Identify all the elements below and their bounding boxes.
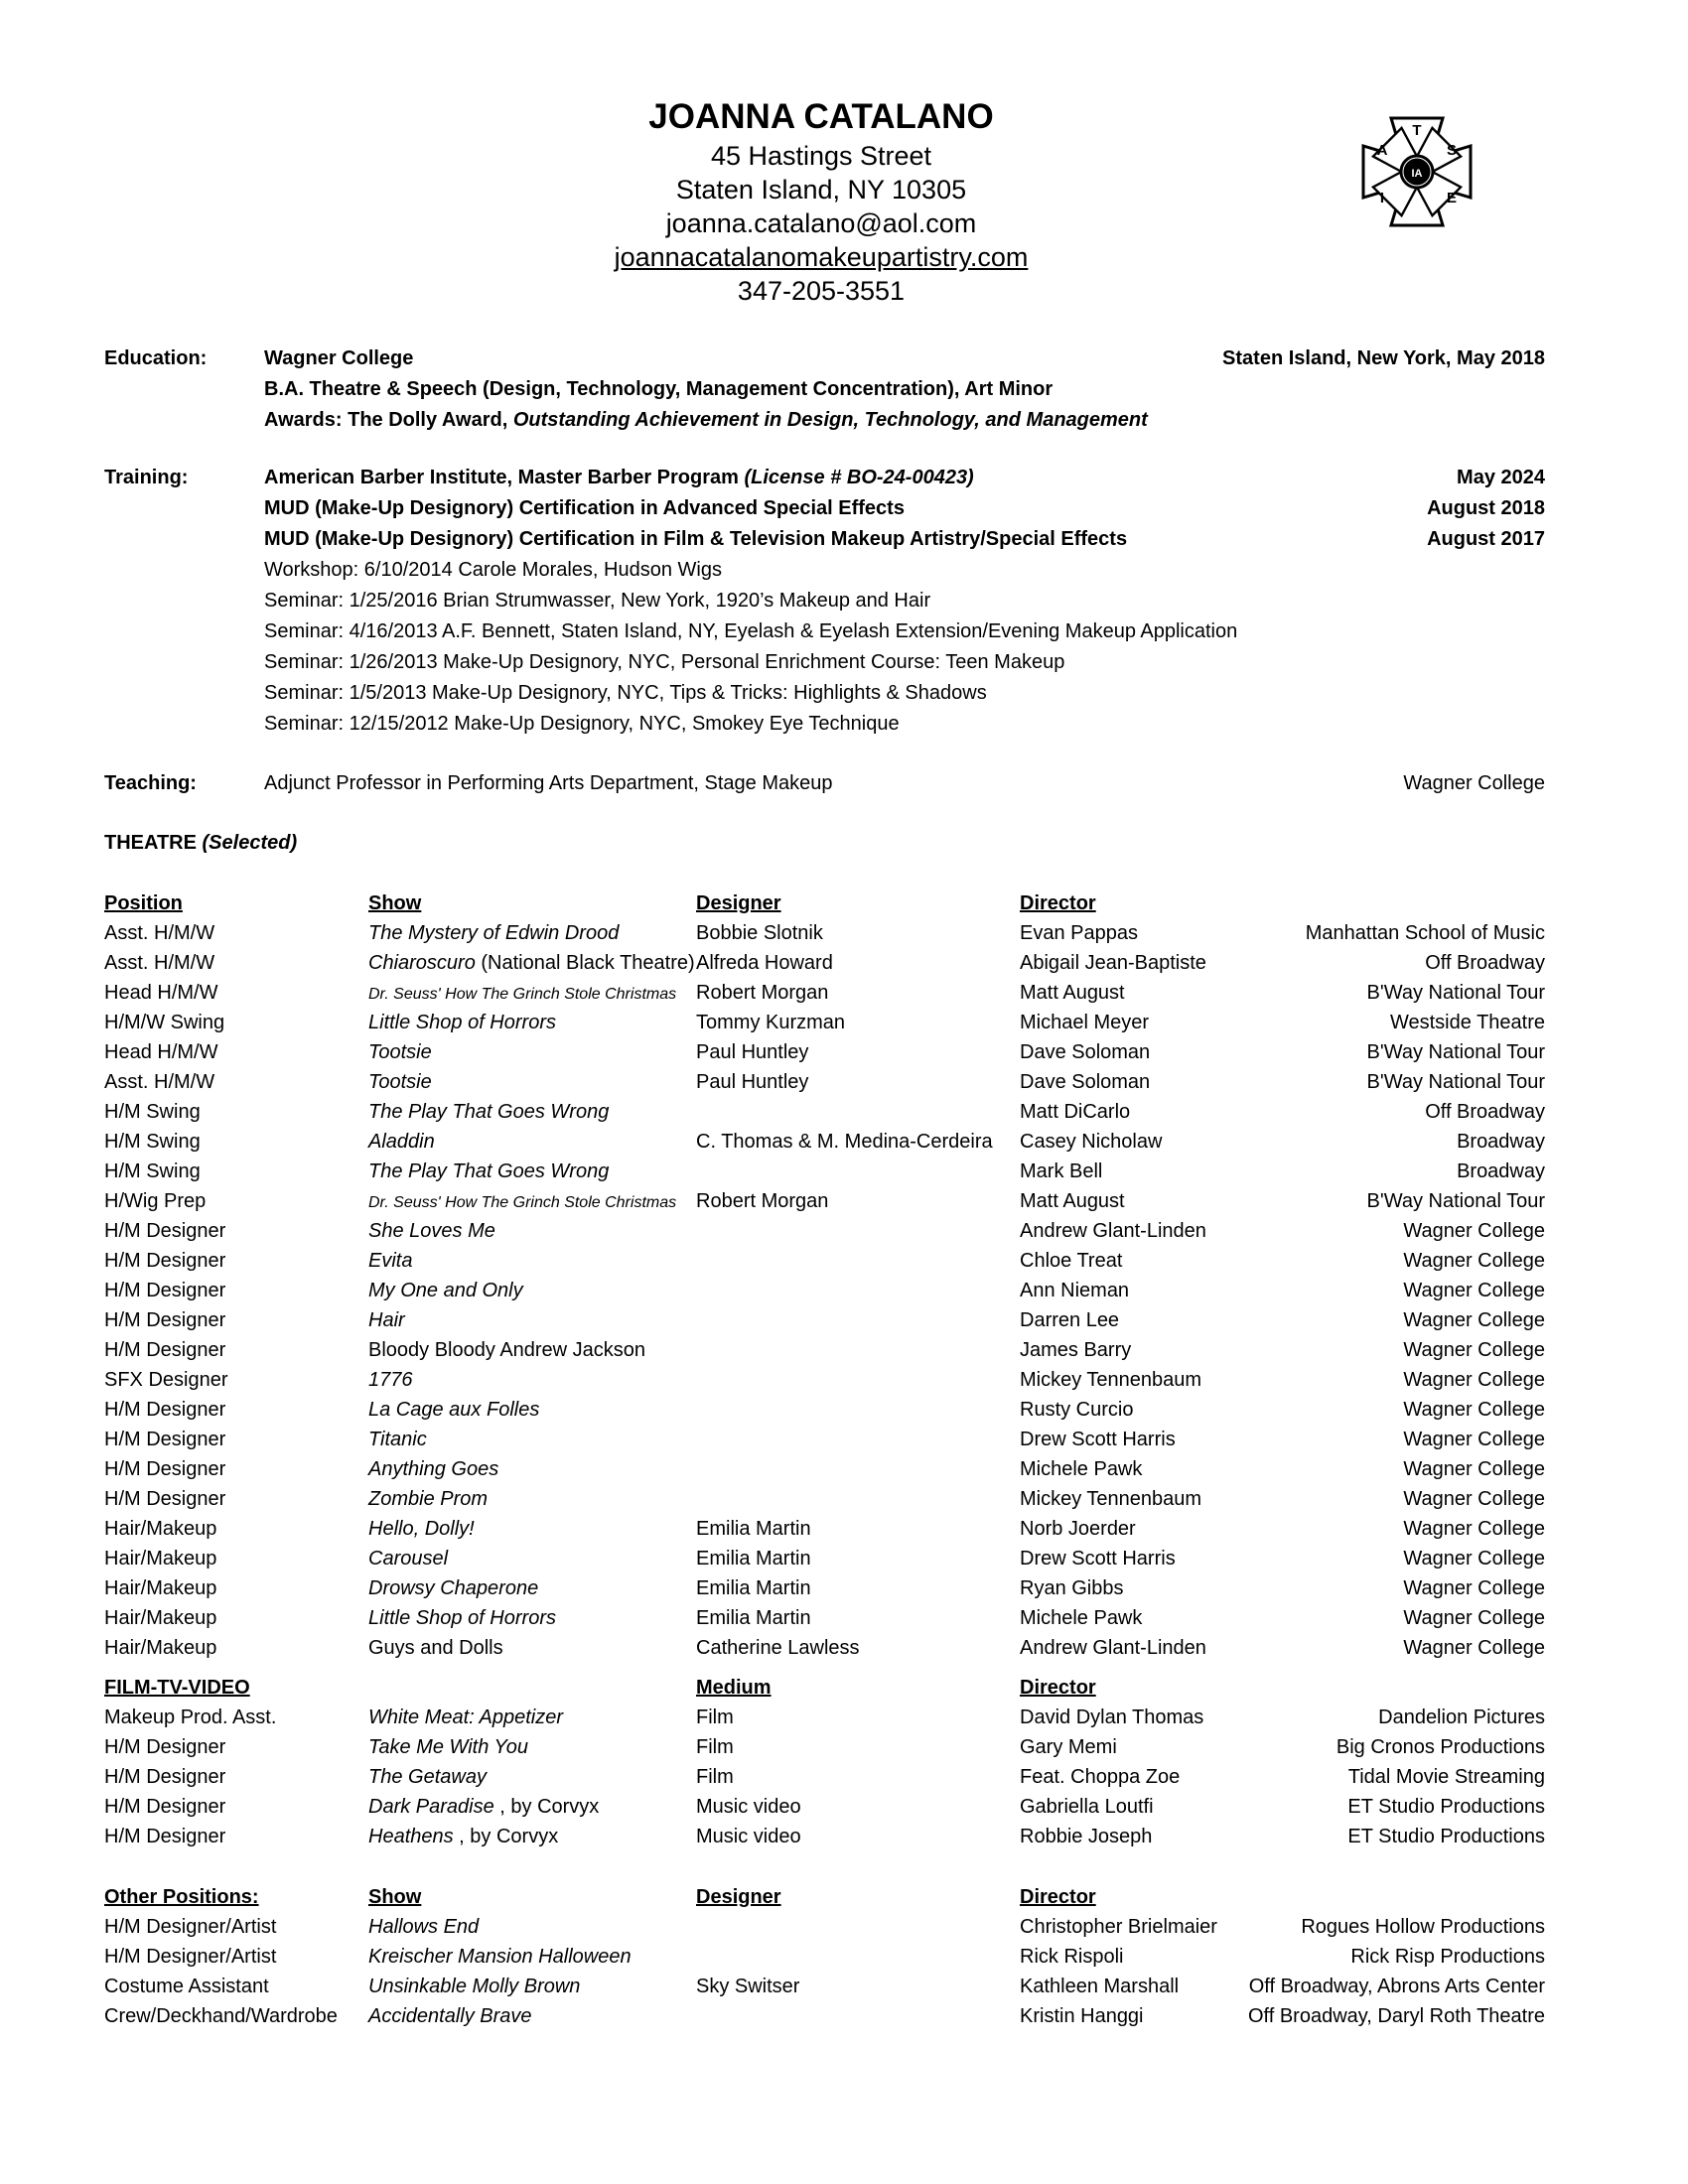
director-cell: Mickey Tennenbaum (1020, 1488, 1202, 1510)
show-title: Carousel (368, 1548, 449, 1570)
logo-letter-e: E (1446, 190, 1458, 206)
iatse-logo-icon (1352, 107, 1481, 236)
table-row (104, 1972, 1545, 2001)
show-title: Dr. Seuss' How The Grinch Stole Christmas (368, 1194, 677, 1211)
venue-cell: B'Way National Tour (1366, 1041, 1545, 1063)
director-cell: Ryan Gibbs (1020, 1577, 1124, 1599)
director-cell: Norb Joerder (1020, 1518, 1136, 1540)
position-cell: H/M/W Swing (104, 1012, 225, 1033)
title-cell (368, 1822, 558, 1851)
theatre-title: THEATRE (104, 832, 203, 854)
director-cell: Andrew Glant-Linden (1020, 1220, 1206, 1242)
training-item: Seminar: 12/15/2012 Make-Up Designory, NYC, Smokey Eye Technique (264, 713, 900, 735)
director-cell: Dave Soloman (1020, 1071, 1151, 1093)
designer-cell: Emilia Martin (696, 1607, 811, 1629)
venue-cell: Wagner College (1403, 1250, 1545, 1272)
show-title: Aladdin (368, 1131, 435, 1153)
company-cell: Big Cronos Productions (1336, 1736, 1545, 1758)
medium-cell: Film (696, 1766, 734, 1788)
table-row (104, 1514, 1545, 1544)
film-title: Take Me With You (368, 1736, 529, 1758)
title-cell (368, 1732, 528, 1762)
venue-cell: Wagner College (1403, 1399, 1545, 1421)
position-cell: H/M Designer/Artist (104, 1916, 277, 1938)
venue-cell: Wagner College (1403, 1548, 1545, 1570)
position-cell: H/M Designer (104, 1766, 226, 1788)
table-row (104, 2001, 1545, 2031)
show-cell (368, 1484, 488, 1514)
director-cell: Gabriella Loutfi (1020, 1796, 1154, 1818)
training-item: Workshop: 6/10/2014 Carole Morales, Hudson Wigs (264, 559, 722, 581)
table-row (104, 1335, 1545, 1365)
position-cell: H/M Designer (104, 1339, 226, 1361)
table-row (104, 1912, 1545, 1942)
col-designer-header: Designer (696, 1886, 781, 1908)
table-row (104, 1365, 1545, 1395)
position-cell: H/M Swing (104, 1160, 201, 1182)
training-section (264, 463, 1545, 740)
venue-cell: Wagner College (1403, 1369, 1545, 1391)
position-cell: H/M Designer (104, 1826, 226, 1847)
training-abi-date: May 2024 (1457, 467, 1545, 488)
show-cell (368, 1544, 448, 1573)
position-cell: H/M Designer (104, 1250, 226, 1272)
col-show-header: Show (368, 1886, 422, 1908)
director-cell: Drew Scott Harris (1020, 1548, 1176, 1570)
table-row (104, 1573, 1545, 1603)
designer-cell: Paul Huntley (696, 1041, 809, 1063)
table-row (104, 1454, 1545, 1484)
venue-cell: B'Way National Tour (1366, 982, 1545, 1004)
education-degree: B.A. Theatre & Speech (Design, Technology, Management Concentration), Art Minor (264, 378, 1054, 400)
table-row (104, 1127, 1545, 1157)
teaching-place: Wagner College (1403, 772, 1545, 794)
film-header-row (104, 1673, 1545, 1703)
training-mud-film-date: August 2017 (1427, 528, 1545, 550)
title-cell (368, 1703, 563, 1732)
position-cell: H/Wig Prep (104, 1190, 207, 1212)
show-title: 1776 (368, 1369, 413, 1391)
table-row (104, 1822, 1545, 1851)
other-section-header: Other Positions: (104, 1886, 259, 1908)
director-cell: Darren Lee (1020, 1309, 1120, 1331)
show-cell (368, 1633, 503, 1663)
table-row (104, 1097, 1545, 1127)
medium-cell: Film (696, 1706, 734, 1728)
position-cell: Hair/Makeup (104, 1548, 217, 1570)
col-show-header: Show (368, 892, 422, 914)
show-cell (368, 1037, 432, 1067)
show-title: My One and Only (368, 1280, 523, 1301)
show-cell (368, 1246, 412, 1276)
director-cell: Ann Nieman (1020, 1280, 1130, 1301)
show-cell (368, 1573, 538, 1603)
designer-cell: Emilia Martin (696, 1518, 811, 1540)
venue-cell: Westside Theatre (1389, 1012, 1545, 1033)
venue-cell: Wagner College (1403, 1429, 1545, 1450)
designer-cell: Emilia Martin (696, 1548, 811, 1570)
film-title: Dark Paradise (368, 1796, 494, 1818)
col-director-header: Director (1020, 1886, 1096, 1908)
designer-cell: Paul Huntley (696, 1071, 809, 1093)
education-section (264, 343, 1545, 436)
position-cell: H/M Designer (104, 1399, 226, 1421)
position-cell: Hair/Makeup (104, 1518, 217, 1540)
show-cell (368, 1425, 427, 1454)
designer-cell: Alfreda Howard (696, 952, 833, 974)
col-medium-header: Medium (696, 1677, 772, 1699)
company-cell: Off Broadway, Daryl Roth Theatre (1247, 2005, 1545, 2027)
show-cell (368, 1127, 435, 1157)
designer-cell: Catherine Lawless (696, 1637, 860, 1659)
director-cell: Rick Rispoli (1020, 1946, 1124, 1968)
position-cell: H/M Designer (104, 1796, 226, 1818)
teaching-section (264, 768, 1545, 799)
director-cell: Matt August (1020, 982, 1125, 1004)
table-row (104, 1276, 1545, 1305)
venue-cell: Wagner College (1403, 1339, 1545, 1361)
position-cell: H/M Designer (104, 1429, 226, 1450)
venue-cell: Wagner College (1403, 1280, 1545, 1301)
table-row (104, 1703, 1545, 1732)
venue-cell: Wagner College (1403, 1607, 1545, 1629)
education-awards-title: Outstanding Achievement in Design, Technology, and Management (512, 409, 1148, 431)
venue-cell: B'Way National Tour (1366, 1190, 1545, 1212)
phone-number: 347-205-3551 (737, 276, 906, 306)
show-cell (368, 1067, 432, 1097)
director-cell: Evan Pappas (1020, 922, 1138, 944)
title-cell (368, 1762, 487, 1792)
film-title: Heathens (368, 1826, 454, 1847)
show-title: Chiaroscuro (368, 952, 476, 974)
venue-cell: Wagner College (1403, 1637, 1545, 1659)
show-title: The Play That Goes Wrong (368, 1101, 610, 1123)
director-cell: Chloe Treat (1020, 1250, 1123, 1272)
show-title: Drowsy Chaperone (368, 1577, 539, 1599)
position-cell: Head H/M/W (104, 982, 218, 1004)
table-row (104, 1603, 1545, 1633)
address-city: Staten Island, NY 10305 (675, 175, 967, 205)
show-title: Little Shop of Horrors (368, 1607, 556, 1629)
show-title: Tootsie (368, 1041, 432, 1063)
show-title: The Mystery of Edwin Drood (368, 922, 620, 944)
director-cell: Mickey Tennenbaum (1020, 1369, 1202, 1391)
show-cell (368, 1395, 539, 1425)
show-cell: Hallows End (368, 1916, 480, 1938)
director-cell: David Dylan Thomas (1020, 1706, 1204, 1728)
show-cell (368, 1454, 498, 1484)
director-cell: Dave Soloman (1020, 1041, 1151, 1063)
training-mud-sfx: MUD (Make-Up Designory) Certification in Advanced Special Effects (264, 497, 905, 519)
show-cell (368, 1514, 475, 1544)
other-positions-table (104, 1882, 1545, 2031)
position-cell: Asst. H/M/W (104, 1071, 215, 1093)
show-title: Dr. Seuss' How The Grinch Stole Christmas (368, 986, 677, 1003)
position-cell: Asst. H/M/W (104, 922, 215, 944)
theatre-table (104, 888, 1545, 1663)
show-cell (368, 948, 695, 978)
director-cell: Matt August (1020, 1190, 1125, 1212)
show-title: Evita (368, 1250, 413, 1272)
position-cell: H/M Swing (104, 1101, 201, 1123)
col-director-header: Director (1020, 1677, 1096, 1699)
venue-cell: Broadway (1457, 1131, 1545, 1153)
company-cell: Tidal Movie Streaming (1347, 1766, 1545, 1788)
medium-cell: Film (696, 1736, 734, 1758)
position-cell: H/M Designer/Artist (104, 1946, 277, 1968)
col-position-header: Position (104, 892, 183, 914)
show-title: Little Shop of Horrors (368, 1012, 556, 1033)
training-mud-film: MUD (Make-Up Designory) Certification in Film & Television Makeup Artistry/Special Effects (264, 528, 1128, 550)
director-cell: Drew Scott Harris (1020, 1429, 1176, 1450)
director-cell: Kristin Hanggi (1020, 2005, 1144, 2027)
table-row (104, 1633, 1545, 1663)
training-item: Seminar: 1/5/2013 Make-Up Designory, NYC, Tips & Tricks: Highlights & Shadows (264, 682, 987, 704)
position-cell: H/M Swing (104, 1131, 201, 1153)
table-row (104, 1157, 1545, 1186)
venue-cell: Wagner College (1403, 1220, 1545, 1242)
email-address: joanna.catalano@aol.com (665, 208, 977, 238)
show-cell (368, 1008, 556, 1037)
position-cell: H/M Designer (104, 1736, 226, 1758)
show-note: Guys and Dolls (368, 1637, 503, 1659)
medium-cell: Music video (696, 1826, 801, 1847)
education-awards-prefix: Awards: The Dolly Award, (264, 409, 513, 431)
theatre-heading (104, 832, 297, 855)
position-cell: Head H/M/W (104, 1041, 218, 1063)
show-cell (368, 1157, 609, 1186)
venue-cell: Manhattan School of Music (1305, 922, 1545, 944)
director-cell: Michael Meyer (1020, 1012, 1150, 1033)
show-cell: Accidentally Brave (368, 2005, 532, 2027)
show-cell (368, 1335, 645, 1365)
table-row (104, 1246, 1545, 1276)
designer-cell: Robert Morgan (696, 1190, 829, 1212)
show-cell (368, 1097, 609, 1127)
show-cell (368, 918, 619, 948)
director-cell: Michele Pawk (1020, 1458, 1143, 1480)
show-title: The Play That Goes Wrong (368, 1160, 610, 1182)
applicant-name: JOANNA CATALANO (648, 97, 994, 136)
table-row (104, 1425, 1545, 1454)
table-row (104, 918, 1545, 948)
table-row (104, 1216, 1545, 1246)
medium-cell: Music video (696, 1796, 801, 1818)
film-note: , by Corvyx (453, 1826, 559, 1847)
logo-letter-i: I (1379, 190, 1385, 206)
other-header-row (104, 1882, 1545, 1912)
venue-cell: Wagner College (1403, 1458, 1545, 1480)
show-cell (368, 1365, 413, 1395)
teaching-text: Adjunct Professor in Performing Arts Department, Stage Makeup (264, 772, 833, 794)
director-cell: Andrew Glant-Linden (1020, 1637, 1206, 1659)
table-row (104, 1037, 1545, 1067)
film-title: White Meat: Appetizer (368, 1706, 564, 1728)
show-note: Bloody Bloody Andrew Jackson (368, 1339, 646, 1361)
website-link[interactable]: joannacatalanomakeupartistry.com (614, 242, 1029, 272)
position-cell: H/M Designer (104, 1458, 226, 1480)
venue-cell: Wagner College (1403, 1309, 1545, 1331)
designer-cell: Tommy Kurzman (696, 1012, 846, 1033)
designer-cell: Sky Switser (696, 1976, 800, 1997)
venue-cell: Broadway (1457, 1160, 1545, 1182)
director-cell: Matt DiCarlo (1020, 1101, 1131, 1123)
table-row (104, 1008, 1545, 1037)
director-cell: Robbie Joseph (1020, 1826, 1153, 1847)
show-title: Anything Goes (368, 1458, 499, 1480)
venue-cell: Wagner College (1403, 1488, 1545, 1510)
company-cell: ET Studio Productions (1347, 1796, 1545, 1818)
training-abi-license: (License # BO-24-00423) (744, 467, 974, 488)
education-location-date: Staten Island, New York, May 2018 (1222, 347, 1545, 369)
show-title: Hair (368, 1309, 405, 1331)
position-cell: H/M Designer (104, 1220, 226, 1242)
table-row (104, 948, 1545, 978)
table-row (104, 1792, 1545, 1822)
training-item: Seminar: 1/25/2016 Brian Strumwasser, New York, 1920’s Makeup and Hair (264, 590, 931, 612)
film-table (104, 1673, 1545, 1851)
address-street: 45 Hastings Street (710, 141, 932, 171)
position-cell: Hair/Makeup (104, 1637, 217, 1659)
table-row (104, 1762, 1545, 1792)
position-cell: Hair/Makeup (104, 1577, 217, 1599)
show-cell: Unsinkable Molly Brown (368, 1976, 581, 1997)
venue-cell: Off Broadway (1425, 952, 1545, 974)
table-row (104, 1305, 1545, 1335)
director-cell: Abigail Jean-Baptiste (1020, 952, 1206, 974)
position-cell: SFX Designer (104, 1369, 228, 1391)
position-cell: H/M Designer (104, 1488, 226, 1510)
show-title: La Cage aux Folles (368, 1399, 540, 1421)
col-director-header: Director (1020, 892, 1096, 914)
show-title: Tootsie (368, 1071, 432, 1093)
show-title: Hello, Dolly! (368, 1518, 475, 1540)
title-cell (368, 1792, 599, 1822)
show-cell (368, 1276, 523, 1305)
director-cell: Gary Memi (1020, 1736, 1117, 1758)
company-cell: ET Studio Productions (1347, 1826, 1545, 1847)
venue-cell: Off Broadway (1425, 1101, 1545, 1123)
logo-center-ia: IA (1411, 168, 1423, 180)
position-cell: H/M Designer (104, 1280, 226, 1301)
table-row (104, 1732, 1545, 1762)
company-cell: Rick Risp Productions (1350, 1946, 1545, 1968)
logo-letter-s: S (1446, 142, 1458, 159)
education-school: Wagner College (264, 347, 414, 369)
position-cell: Crew/Deckhand/Wardrobe (104, 2005, 338, 2027)
show-title: She Loves Me (368, 1220, 495, 1242)
position-cell: H/M Designer (104, 1309, 226, 1331)
show-cell: Kreischer Mansion Halloween (368, 1946, 632, 1968)
position-cell: Hair/Makeup (104, 1607, 217, 1629)
logo-letter-t: T (1412, 122, 1422, 139)
venue-cell: Wagner College (1403, 1518, 1545, 1540)
position-cell: Asst. H/M/W (104, 952, 215, 974)
director-cell: Rusty Curcio (1020, 1399, 1134, 1421)
company-cell: Off Broadway, Abrons Arts Center (1248, 1976, 1545, 1997)
logo-letter-a: A (1376, 142, 1388, 159)
table-row (104, 978, 1545, 1008)
director-cell: Feat. Choppa Zoe (1020, 1766, 1181, 1788)
director-cell: Kathleen Marshall (1020, 1976, 1180, 1997)
education-label: Education: (104, 347, 208, 369)
training-item: Seminar: 4/16/2013 A.F. Bennett, Staten Island, NY, Eyelash & Eyelash Extension/Evening Makeup Application (264, 620, 1238, 642)
venue-cell: B'Way National Tour (1366, 1071, 1545, 1093)
venue-cell: Wagner College (1403, 1577, 1545, 1599)
training-item: Seminar: 1/26/2013 Make-Up Designory, NYC, Personal Enrichment Course: Teen Makeup (264, 651, 1065, 673)
designer-cell: Emilia Martin (696, 1577, 811, 1599)
col-designer-header: Designer (696, 892, 781, 914)
director-cell: Christopher Brielmaier (1020, 1916, 1217, 1938)
director-cell: Michele Pawk (1020, 1607, 1143, 1629)
designer-cell: C. Thomas & M. Medina-Cerdeira (696, 1131, 993, 1153)
table-row (104, 1544, 1545, 1573)
show-cell (368, 1305, 405, 1335)
table-row (104, 1942, 1545, 1972)
company-cell: Dandelion Pictures (1378, 1706, 1545, 1728)
film-title: The Getaway (368, 1766, 487, 1788)
show-title: Titanic (368, 1429, 427, 1450)
theatre-title-note: (Selected) (202, 832, 298, 854)
teaching-label: Teaching: (104, 772, 197, 794)
training-label: Training: (104, 467, 189, 488)
director-cell: Casey Nicholaw (1020, 1131, 1163, 1153)
show-cell (368, 1186, 676, 1218)
show-title: Zombie Prom (368, 1488, 489, 1510)
show-cell (368, 978, 676, 1010)
position-cell: Makeup Prod. Asst. (104, 1706, 277, 1728)
position-cell: Costume Assistant (104, 1976, 269, 1997)
designer-cell: Robert Morgan (696, 982, 829, 1004)
director-cell: James Barry (1020, 1339, 1132, 1361)
table-row (104, 1186, 1545, 1216)
show-cell (368, 1216, 495, 1246)
table-row (104, 1395, 1545, 1425)
show-cell (368, 1603, 556, 1633)
theatre-header-row (104, 888, 1545, 918)
designer-cell: Bobbie Slotnik (696, 922, 823, 944)
director-cell: Mark Bell (1020, 1160, 1103, 1182)
company-cell: Rogues Hollow Productions (1301, 1916, 1545, 1938)
table-row (104, 1067, 1545, 1097)
show-note: (National Black Theatre) (475, 952, 695, 974)
film-section-header: FILM-TV-VIDEO (104, 1677, 250, 1699)
training-mud-sfx-date: August 2018 (1427, 497, 1545, 519)
training-abi: American Barber Institute, Master Barber Program (264, 467, 745, 488)
film-note: , by Corvyx (493, 1796, 600, 1818)
table-row (104, 1484, 1545, 1514)
